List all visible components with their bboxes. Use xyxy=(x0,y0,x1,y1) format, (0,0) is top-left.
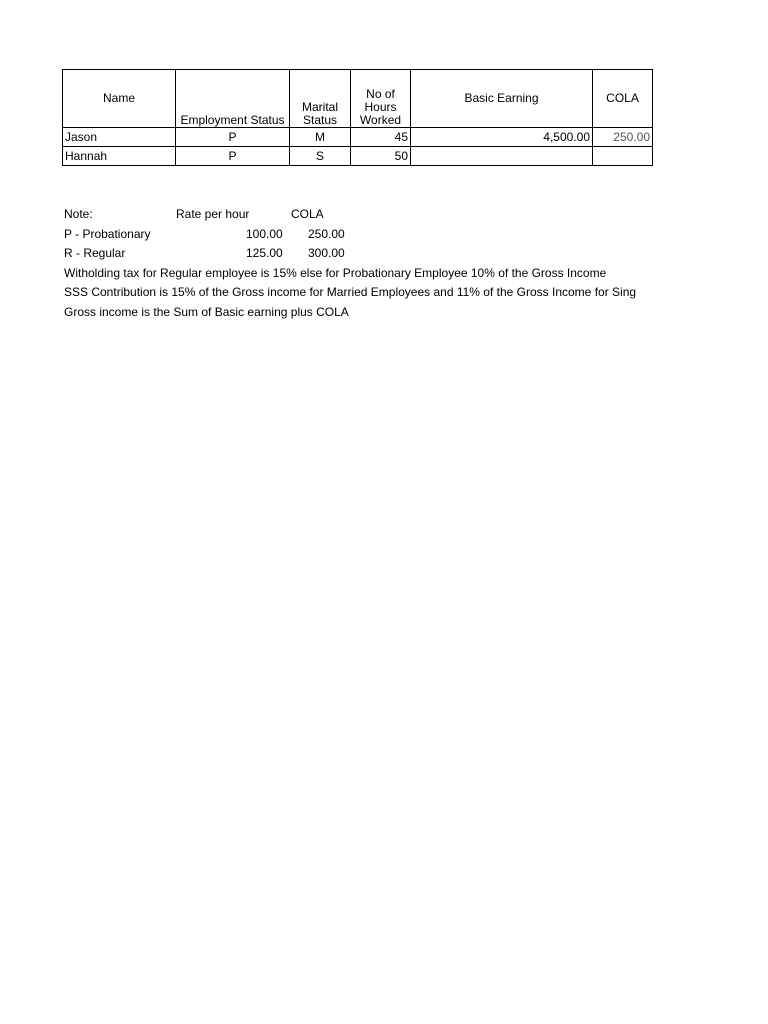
probationary-cola: 250.00 xyxy=(308,226,345,241)
cola-rate-header: COLA xyxy=(291,207,324,221)
probationary-rate: 100.00 xyxy=(246,226,283,241)
header-cola[interactable]: COLA xyxy=(593,70,653,128)
withholding-tax-note xyxy=(64,264,654,284)
regular-label: R - Regular xyxy=(64,246,126,260)
notes-header-line xyxy=(64,205,654,225)
cell-employment-status[interactable]: P xyxy=(176,147,290,166)
header-employment-status[interactable]: Employment Status xyxy=(176,70,290,128)
sss-contribution-note xyxy=(64,283,654,303)
cell-name[interactable]: Jason xyxy=(63,128,176,147)
cell-cola[interactable]: 250.00 xyxy=(593,128,653,147)
header-hours-line3: Worked xyxy=(359,113,402,127)
header-marital-status-line1: Marital xyxy=(301,100,338,114)
cell-marital-status[interactable]: S xyxy=(290,147,351,166)
cell-cola[interactable] xyxy=(593,147,653,166)
table-header-row xyxy=(63,70,653,128)
cell-marital-status[interactable]: M xyxy=(290,128,351,147)
regular-rate: 125.00 xyxy=(246,246,283,260)
probationary-rate-line xyxy=(64,225,654,245)
header-hours-line2: Hours xyxy=(364,100,397,114)
payroll-table xyxy=(62,69,653,166)
cell-hours-worked[interactable]: 45 xyxy=(351,128,411,147)
cell-basic-earning[interactable]: 4,500.00 xyxy=(411,128,593,147)
header-hours-line1: No of xyxy=(366,87,395,101)
gross-income-note xyxy=(64,303,654,323)
cell-hours-worked[interactable]: 50 xyxy=(351,147,411,166)
regular-rate-line xyxy=(64,244,654,264)
table-row xyxy=(63,128,653,147)
gross-income-text: Gross income is the Sum of Basic earning plus COLA xyxy=(64,304,349,319)
cell-employment-status[interactable]: P xyxy=(176,128,290,147)
sss-contribution-text: SSS Contribution is 15% of the Gross income for Married Employees and 11% of the Gross Income for Sing xyxy=(64,285,637,299)
regular-cola: 300.00 xyxy=(308,246,345,260)
note-label: Note: xyxy=(64,207,93,221)
header-marital-status-line2: Status xyxy=(302,113,338,127)
header-marital-status[interactable] xyxy=(290,70,351,128)
notes-section xyxy=(64,205,654,322)
withholding-tax-text: Witholding tax for Regular employee is 15% else for Probationary Employee 10% of the Gross Income xyxy=(64,265,607,280)
cell-name[interactable]: Hannah xyxy=(63,147,176,166)
rate-per-hour-header: Rate per hour xyxy=(176,207,250,221)
probationary-label: P - Probationary xyxy=(64,226,151,241)
header-name[interactable]: Name xyxy=(63,70,176,128)
cell-basic-earning[interactable] xyxy=(411,147,593,166)
header-hours-worked[interactable] xyxy=(351,70,411,128)
header-basic-earning[interactable]: Basic Earning xyxy=(411,70,593,128)
table-row xyxy=(63,147,653,166)
